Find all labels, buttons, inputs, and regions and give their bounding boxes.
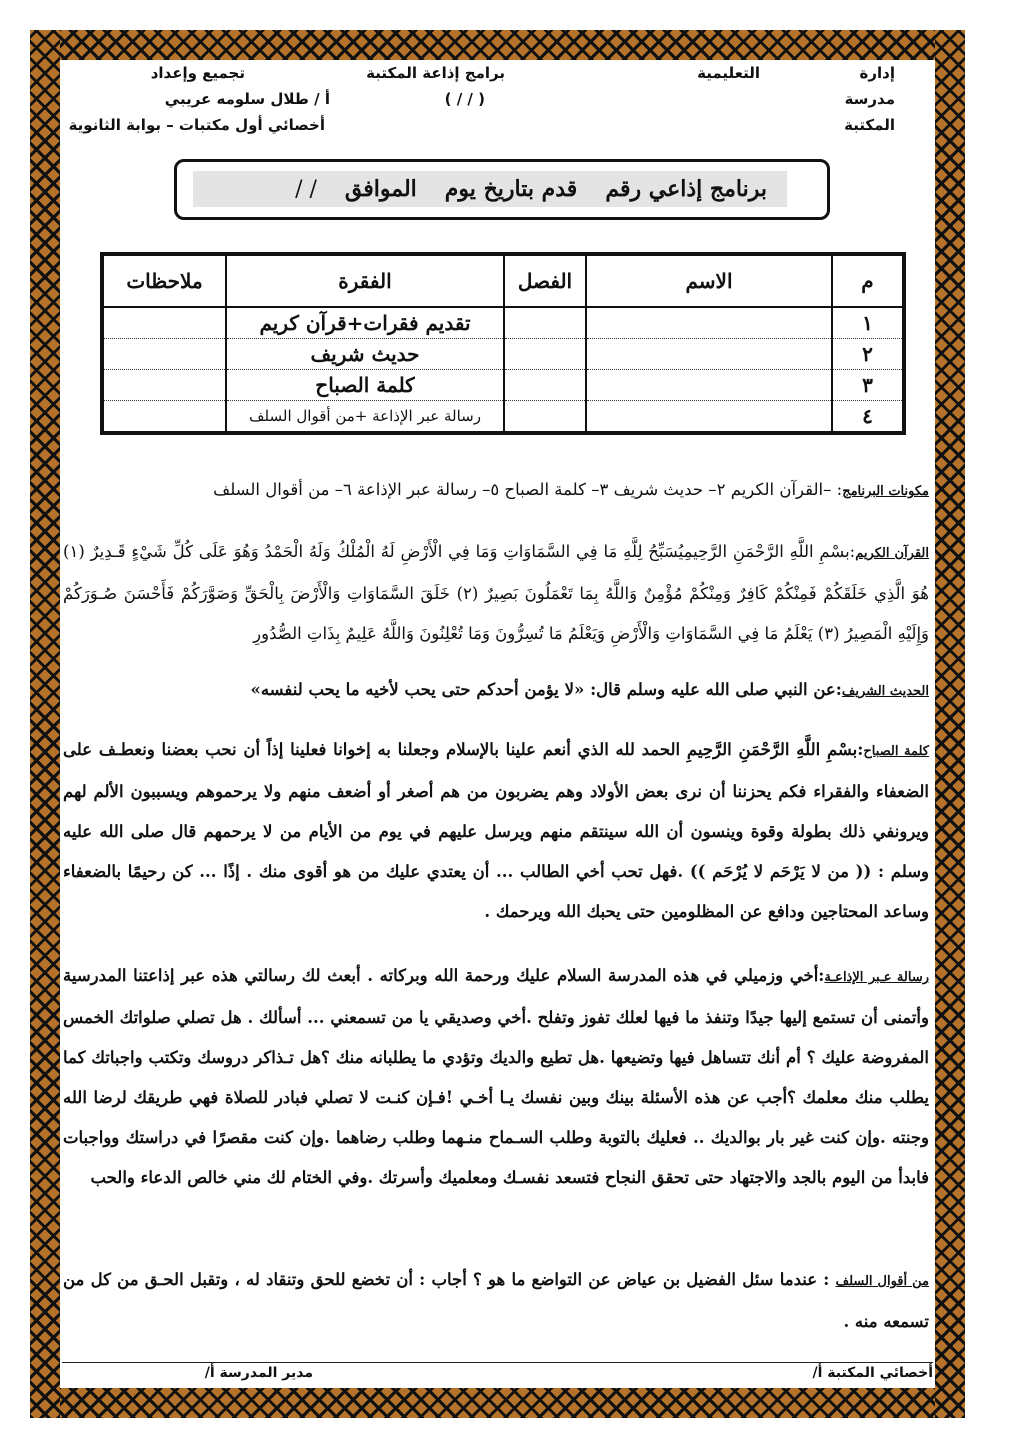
segment-cell: كلمة الصباح (226, 370, 504, 401)
segment-cell: تقديم فقرات+قرآن كريم (226, 307, 504, 339)
presented-date-label: قدم بتاريخ يوم (444, 176, 578, 202)
principal-signature: مدير المدرسة أ/ (204, 1365, 313, 1381)
quran-text: :بسْمِ اللَّهِ الرَّحْمَنِ الرَّحِيمِيُسَبِّحُ لِلَّهِ مَا فِي السَّمَاوَاتِ وَمَا فِي الْأَرْضِ لَهُ الْمُلْكُ وَلَهُ الْحَمْدُ وَهُوَ عَلَى كُلِّ شَيْءٍ قَـدِيرٌ (١) هُوَ الَّذِي خَلَقَكُمْ فَمِنْكُمْ كَافِرٌ وَمِنْكُمْ مُؤْمِنٌ وَاللَّهُ بِمَا تَعْمَلُونَ بَصِيرٌ (٢) خَلَقَ السَّمَاوَاتِ وَالْأَرْضَ بِالْحَقِّ وَصَوَّرَكُمْ فَأَحْسَنَ صُـوَرَكُمْ وَإِلَيْهِ الْمَصِيرُ (٣) يَعْلَمُ مَا فِي السَّمَاوَاتِ وَالْأَرْضِ وَيَعْلَمُ مَا تُسِرُّونَ وَمَا تُعْلِنُونَ وَاللَّهُ عَلِيمٌ بِذَاتِ الصُّدُورِ (63, 542, 929, 643)
salaf-text: : عندما سئل الفضيل بن عياض عن التواضع ما هو ؟ أجاب : أن تخضع للحق وتنقاد له ، وتقبل الحـق من كل من تسمعه منه . (63, 1270, 929, 1331)
row-num: ١ (832, 307, 904, 339)
admin-value: التعليمية (697, 64, 760, 82)
row-num: ٢ (832, 339, 904, 370)
header-line-3 (65, 116, 895, 142)
decorative-border-right (935, 30, 965, 1418)
role-label: أخصائي أول مكتبات – بوابة الثانوية (68, 116, 325, 134)
components-label: مكونات البرنامج (842, 484, 929, 499)
name-cell[interactable] (586, 401, 832, 434)
segment-cell: حديث شريف (226, 339, 504, 370)
table-row (102, 401, 904, 434)
corresponding-label: الموافق (344, 176, 417, 202)
morning-word-section (63, 730, 929, 932)
morning-word-label: كلمة الصباح (863, 744, 929, 759)
title-inner (193, 171, 787, 207)
notes-cell[interactable] (102, 401, 226, 434)
page-content (62, 62, 933, 1386)
schedule-table (100, 252, 906, 435)
class-cell[interactable] (504, 307, 586, 339)
morning-word-text: :بسْمِ اللَّهِ الرَّحْمَنِ الرَّحِيمِ الحمد لله الذي أنعم علينا بالإسلام وجعلنا به إخوانا فعلينا إذاً أن نحب بعضنا ونعطـف على الضعفاء والفقراء فكم يحزننا أن نرى بعض الأولاد وهم يضربون من هم أصغر أو أضعف منهم ولا يرحموهم ويسببون الألم لهم ويرونفي ذلك بطولة وقوة وينسون أن الله سينتقم منهم ويرسل عليهم في يوم من الأيام من لا يرحمهم قال صلى الله عليه وسلم : (( من لا يَرْحَم لا يُرْحَم )) .فهل تحب أخي الطالب ... أن يعتدي عليك من هو أقوى منك . إذًا ... كن رحيمًا بالضعفاء وساعد المحتاجين ودافع عن المظلومين حتى يحبك الله ويرحمك . (63, 740, 929, 921)
admin-label: إدارة (859, 64, 895, 82)
radio-message-label: رسالة عـبر الإذاعـة (824, 970, 929, 985)
title-box (174, 159, 830, 220)
date-value: ( / / ) (444, 90, 485, 108)
table-row (102, 307, 904, 339)
hadith-label: الحديث الشريف (841, 684, 929, 699)
salaf-section (63, 1260, 929, 1342)
col-header-class: الفصل (504, 254, 586, 307)
components-line (63, 472, 929, 510)
hadith-section (63, 670, 929, 712)
components-text: : –القرآن الكريم ٢– حديث شريف ٣– كلمة الصباح ٥– رسالة عبر الإذاعة ٦– من أقوال السلف (213, 480, 843, 499)
radio-message-text: :أخي وزميلي في هذه المدرسة السلام عليك ورحمة الله وبركاته . أبعث لك رسالتي هذه عبر إذاعتنا المدرسية وأتمنى أن تستمع إليها جيدًا وتنفذ ما فيها لعلك تفوز وتفلح .أخي وصديقي يا من تسمعني ... أسألك . هل تصلي صلواتك الخمس المفروضة عليك ؟ أم أنك تتساهل فيها وتضيعها .هل تطيع والديك وتؤدي ما يطلبانه منك ؟هل تـذاكر دروسك وتكتب واجباتك كما يطلب منك معلمك ؟أجب عن هذه الأسئلة بينك وبين نفسك يـا أخـي !فـإن كنـت لا تصلي فبادر للصلاة فهي طريقك لرضا الله وجنته .وإن كنت غير بار بوالديك .. فعليك بالتوبة وطلب السـماح منـهما وطلب رضاهما .وإن كنت مقصرًا في دراستك وواجبات فابدأ من اليوم بالجد والاجتهاد حتى تحقق النجاح فتسعد نفسـك ومعلميك وأسرتك .وفي الختام لك مني خالص الدعاء والحب (63, 966, 929, 1187)
col-header-segment: الفقرة (226, 254, 504, 307)
table-row (102, 339, 904, 370)
librarian-signature: أخصائي المكتبة أ/ (812, 1365, 933, 1381)
program-number-label: برنامج إذاعي رقم (605, 176, 767, 202)
header-line-2 (65, 90, 895, 116)
row-num: ٣ (832, 370, 904, 401)
hadith-text: :عن النبي صلى الله عليه وسلم قال: «لا يؤمن أحدكم حتى يحب لأخيه ما يحب لنفسه» (250, 680, 842, 699)
notes-cell[interactable] (102, 370, 226, 401)
decorative-border-left (30, 30, 60, 1418)
date-blank: / / (295, 176, 317, 202)
class-cell[interactable] (504, 370, 586, 401)
program-label: برامج إذاعة المكتبة (366, 64, 505, 82)
library-label: المكتبة (844, 116, 895, 134)
col-header-name: الاسم (586, 254, 832, 307)
decorative-border-bottom (30, 1388, 965, 1418)
quran-label: القرآن الكريم (855, 546, 930, 561)
class-cell[interactable] (504, 401, 586, 434)
table-header-row (102, 254, 904, 307)
salaf-label: من أقوال السلف (835, 1274, 929, 1289)
radio-message-section (63, 956, 929, 1198)
segment-cell: رسالة عبر الإذاعة +من أقوال السلف (226, 401, 504, 434)
decorative-border-top (30, 30, 965, 60)
row-num: ٤ (832, 401, 904, 434)
notes-cell[interactable] (102, 307, 226, 339)
author-label: أ / طلال سلومه عريبي (164, 90, 330, 108)
col-header-num: م (832, 254, 904, 307)
notes-cell[interactable] (102, 339, 226, 370)
quran-section (63, 532, 929, 654)
name-cell[interactable] (586, 307, 832, 339)
school-label: مدرسة (844, 90, 895, 108)
prepared-label: تجميع وإعداد (150, 64, 245, 82)
header-line-1 (65, 64, 895, 90)
table-row (102, 370, 904, 401)
col-header-notes: ملاحظات (102, 254, 226, 307)
footer-rule (62, 1362, 933, 1363)
name-cell[interactable] (586, 339, 832, 370)
name-cell[interactable] (586, 370, 832, 401)
class-cell[interactable] (504, 339, 586, 370)
